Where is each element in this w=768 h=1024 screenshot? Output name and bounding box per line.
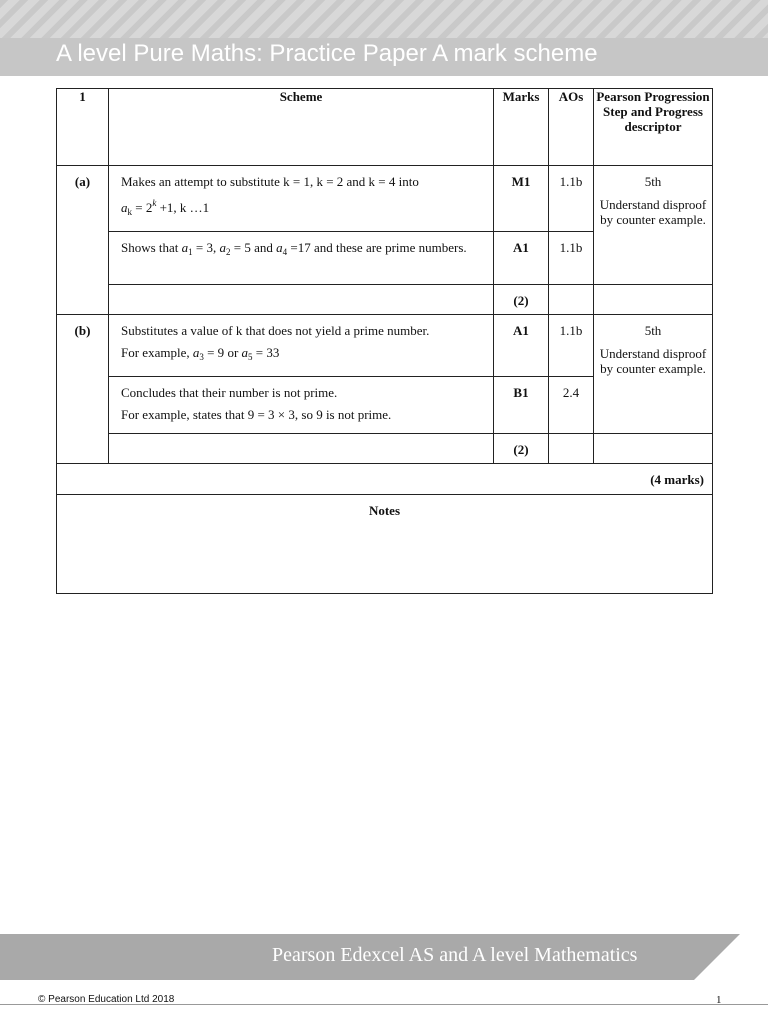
- example-text: For example, $a_3 = 9$ or $a_5 = 33$: [121, 345, 280, 362]
- part-b-label: (b): [57, 315, 109, 464]
- page-header-banner: [0, 0, 768, 76]
- descriptor-header: Pearson Progression Step and Progress descriptor: [594, 89, 713, 166]
- ao-cell: 1.1b: [549, 315, 594, 377]
- empty-cell: [549, 434, 594, 464]
- empty-cell: [594, 285, 713, 315]
- aos-header: AOs: [549, 89, 594, 166]
- formula: $a_k = 2^k +1$, k …1: [121, 198, 210, 217]
- page-title: A level Pure Maths: Practice Paper A mark scheme: [56, 40, 598, 67]
- mark-cell: A1: [494, 232, 549, 285]
- mark-cell: A1: [494, 315, 549, 377]
- question-number: 1: [57, 89, 109, 166]
- table-header-row: [57, 89, 713, 166]
- total-marks: (4 marks): [57, 464, 713, 495]
- notes-heading: Notes: [57, 495, 713, 594]
- descriptor-text: Understand disproof by counter example.: [599, 197, 707, 227]
- ao-cell: 2.4: [549, 377, 594, 434]
- descriptor-level: 5th: [644, 323, 662, 338]
- mark-cell: M1: [494, 166, 549, 232]
- table-row: [57, 285, 713, 315]
- part-b-scheme-1: [109, 315, 494, 377]
- mark-scheme-table: [56, 88, 713, 594]
- total-row: [57, 464, 713, 495]
- ao-cell: 1.1b: [549, 166, 594, 232]
- empty-cell: [109, 434, 494, 464]
- scheme-text: Concludes that their number is not prime.: [121, 385, 338, 400]
- empty-cell: [109, 285, 494, 315]
- subtotal-cell: (2): [494, 285, 549, 315]
- empty-cell: [594, 434, 713, 464]
- part-b-descriptor: [594, 315, 713, 434]
- footer-brand-text: Pearson Edexcel AS and A level Mathematics: [272, 944, 638, 966]
- table-row: [57, 315, 713, 377]
- ao-cell: 1.1b: [549, 232, 594, 285]
- example-text: For example, states that 9 = 3 × 3, so 9 is not prime.: [121, 407, 392, 422]
- part-a-scheme-2: [109, 232, 494, 285]
- marks-header: Marks: [494, 89, 549, 166]
- copyright-notice: © Pearson Education Ltd 2018: [38, 994, 175, 1005]
- descriptor-level: 5th: [644, 174, 662, 189]
- page-number: 1: [716, 994, 722, 1006]
- notes-row: [57, 495, 713, 594]
- part-a-descriptor: [594, 166, 713, 285]
- table-row: [57, 166, 713, 232]
- part-a-label: (a): [57, 166, 109, 315]
- scheme-text: Makes an attempt to substitute k = 1, k = 2 and k = 4 into: [121, 174, 419, 189]
- part-a-scheme-1: [109, 166, 494, 232]
- subtotal-cell: (2): [494, 434, 549, 464]
- scheme-header: Scheme: [109, 89, 494, 166]
- part-b-scheme-2: [109, 377, 494, 434]
- scheme-text: Shows that $a_1 = 3$, $a_2 = 5$ and $a_4 =17$ and these are prime numbers.: [121, 240, 467, 257]
- empty-cell: [549, 285, 594, 315]
- scheme-text: Substitutes a value of k that does not yield a prime number.: [121, 323, 430, 338]
- mark-cell: B1: [494, 377, 549, 434]
- descriptor-text: Understand disproof by counter example.: [599, 346, 707, 376]
- table-row: [57, 434, 713, 464]
